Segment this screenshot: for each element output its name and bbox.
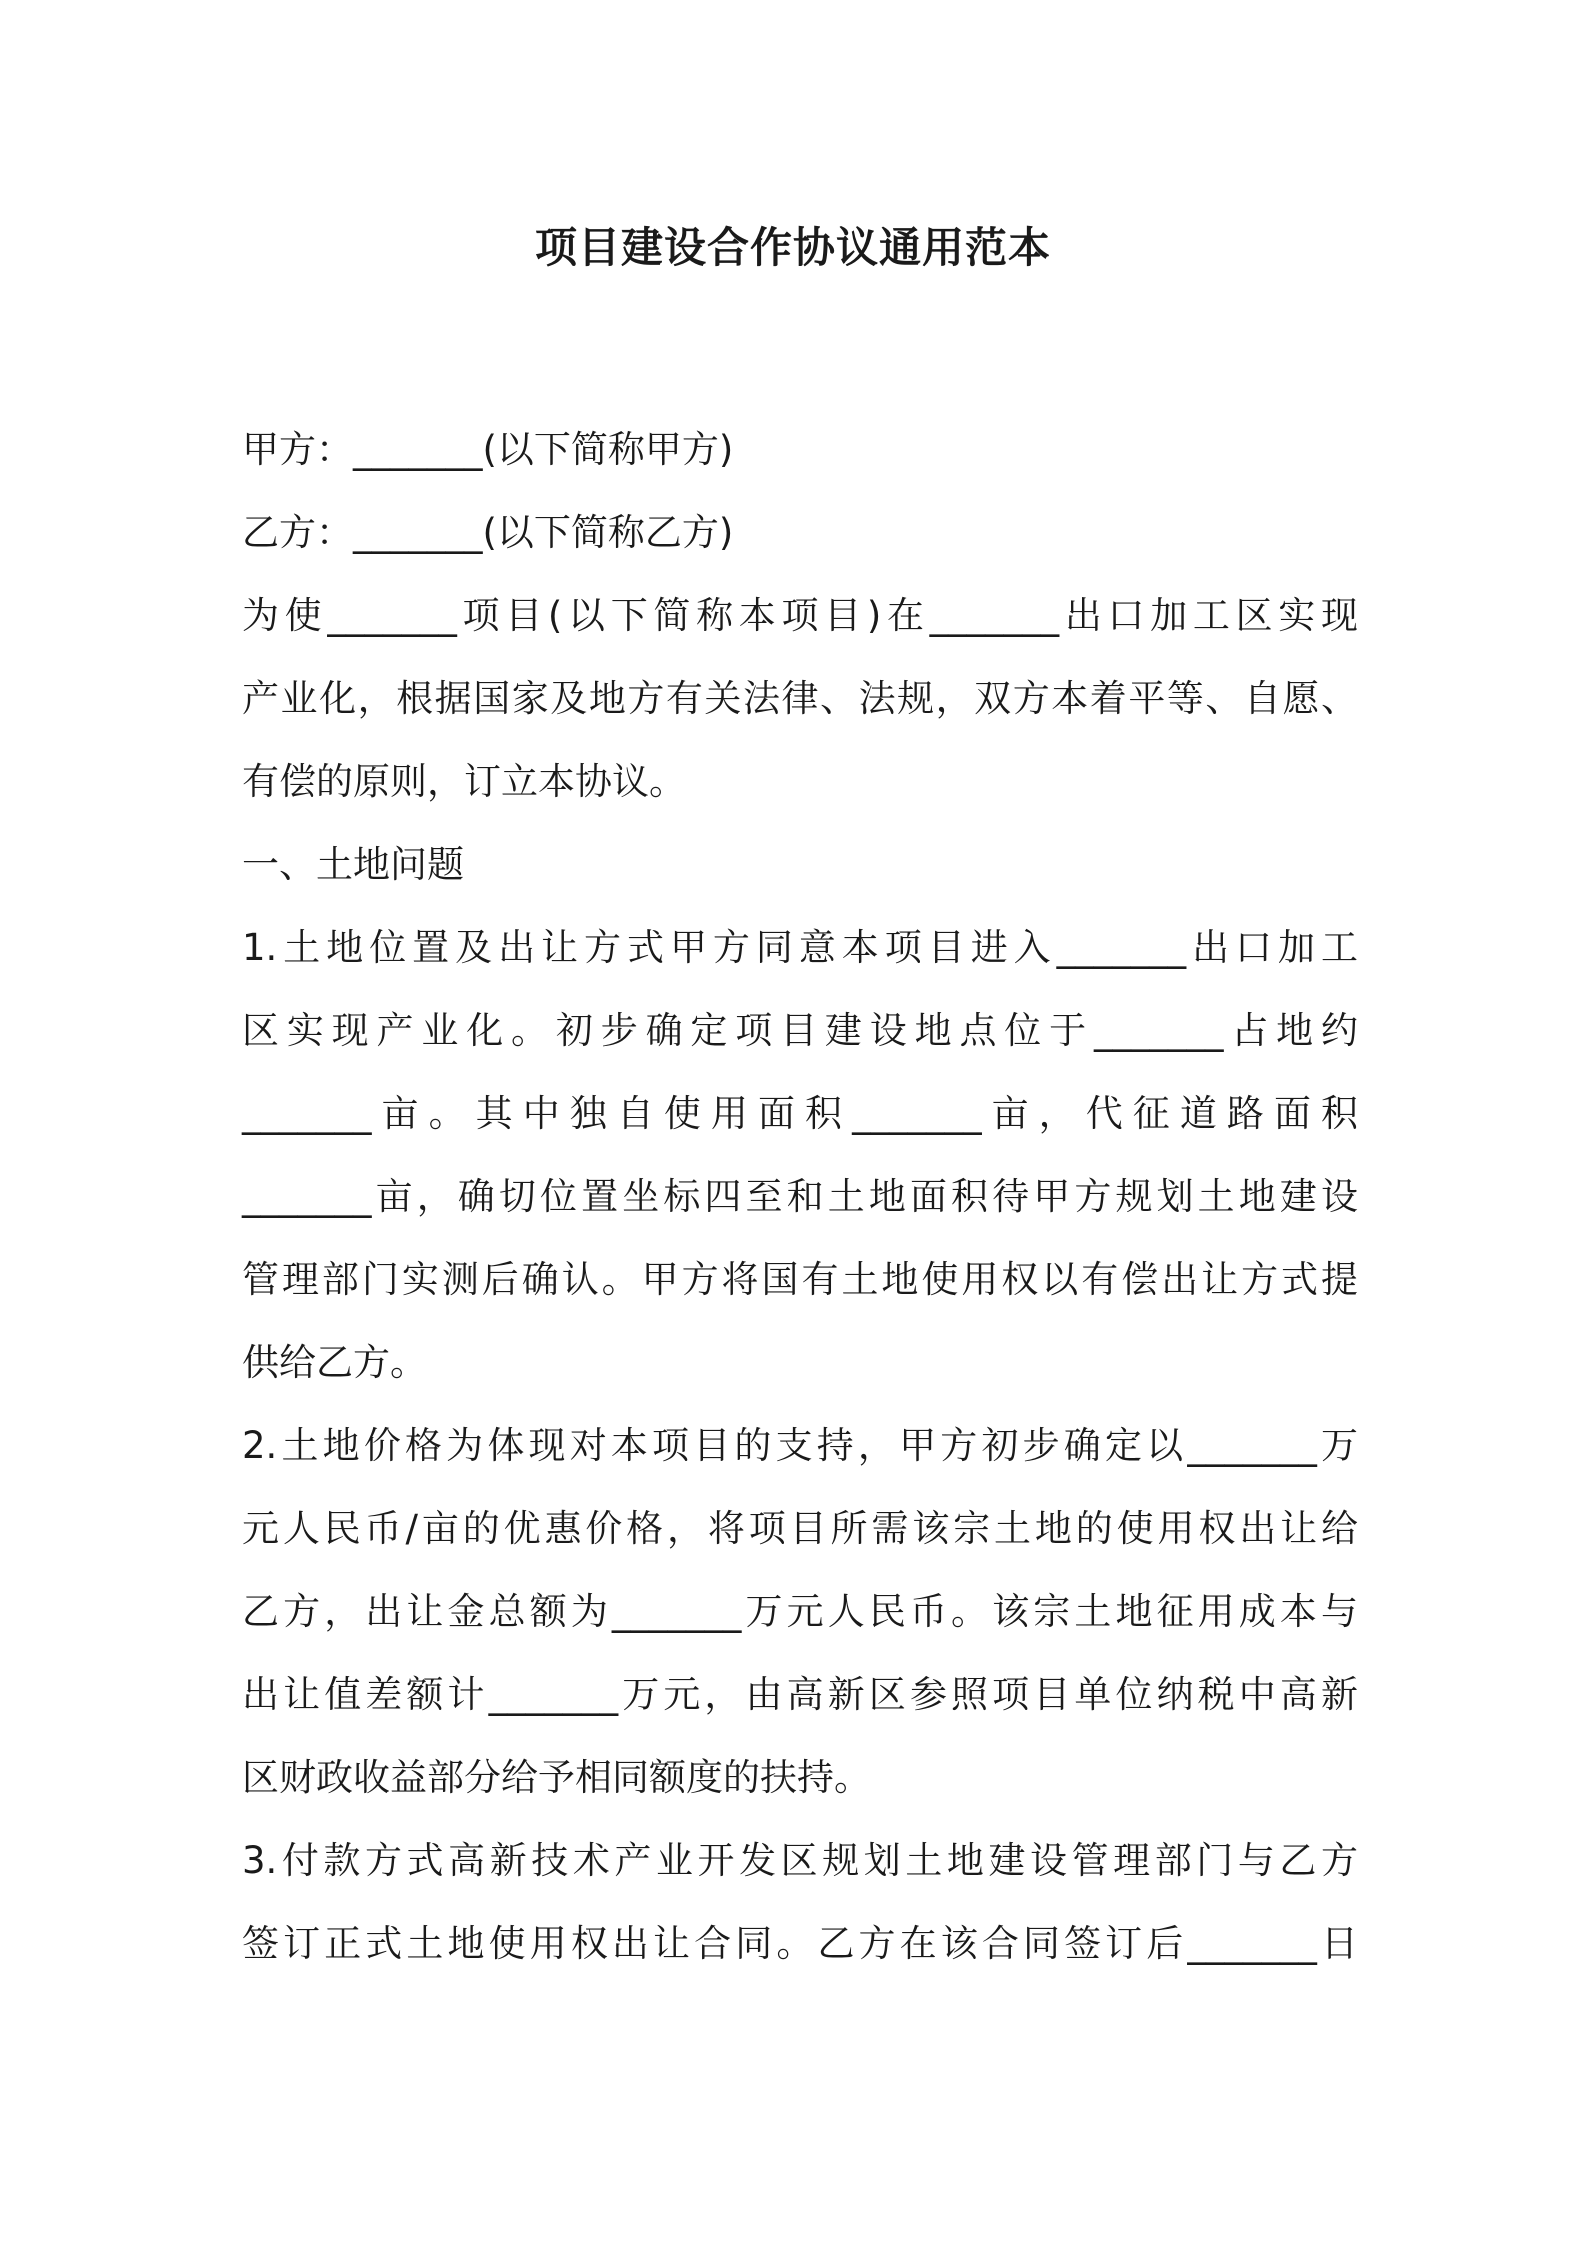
section-heading: 一、土地问题: [242, 843, 464, 886]
paragraph-line: 供给乙方。: [242, 1341, 427, 1384]
paragraph-line: 为使_______项目(以下简称本项目)在_______出口加工区实现: [242, 594, 1358, 637]
paragraph-line: 元人民币/亩的优惠价格，将项目所需该宗土地的使用权出让给: [242, 1507, 1358, 1550]
document-body: [242, 408, 1358, 1985]
paragraph-line: _______亩。其中独自使用面积_______亩，代征道路面积: [242, 1092, 1358, 1135]
paragraph-line: 管理部门实测后确认。甲方将国有土地使用权以有偿出让方式提: [242, 1258, 1358, 1301]
paragraph-line: 乙方，出让金总额为_______万元人民币。该宗土地征用成本与: [242, 1590, 1358, 1633]
document-title: 项目建设合作协议通用范本: [534, 223, 1051, 272]
party-a-line: 甲方：_______(以下简称甲方): [242, 428, 734, 471]
paragraph-line: 1.土地位置及出让方式甲方同意本项目进入_______出口加工: [242, 926, 1358, 969]
paragraph-line: 签订正式土地使用权出让合同。乙方在该合同签订后_______日: [242, 1922, 1358, 1965]
paragraph-line: 产业化，根据国家及地方有关法律、法规，双方本着平等、自愿、: [242, 677, 1358, 720]
paragraph-line: 有偿的原则，订立本协议。: [242, 760, 686, 803]
paragraph-line: 3.付款方式高新技术产业开发区规划土地建设管理部门与乙方: [242, 1839, 1358, 1882]
paragraph-line: 区财政收益部分给予相同额度的扶持。: [242, 1756, 871, 1799]
paragraph-line: 出让值差额计_______万元，由高新区参照项目单位纳税中高新: [242, 1673, 1358, 1716]
paragraph-line: _______亩，确切位置坐标四至和土地面积待甲方规划土地建设: [242, 1175, 1358, 1218]
paragraph-line: 2.土地价格为体现对本项目的支持，甲方初步确定以_______万: [242, 1424, 1358, 1467]
paragraph-line: 区实现产业化。初步确定项目建设地点位于_______占地约: [242, 1009, 1358, 1052]
party-b-line: 乙方：_______(以下简称乙方): [242, 511, 734, 554]
